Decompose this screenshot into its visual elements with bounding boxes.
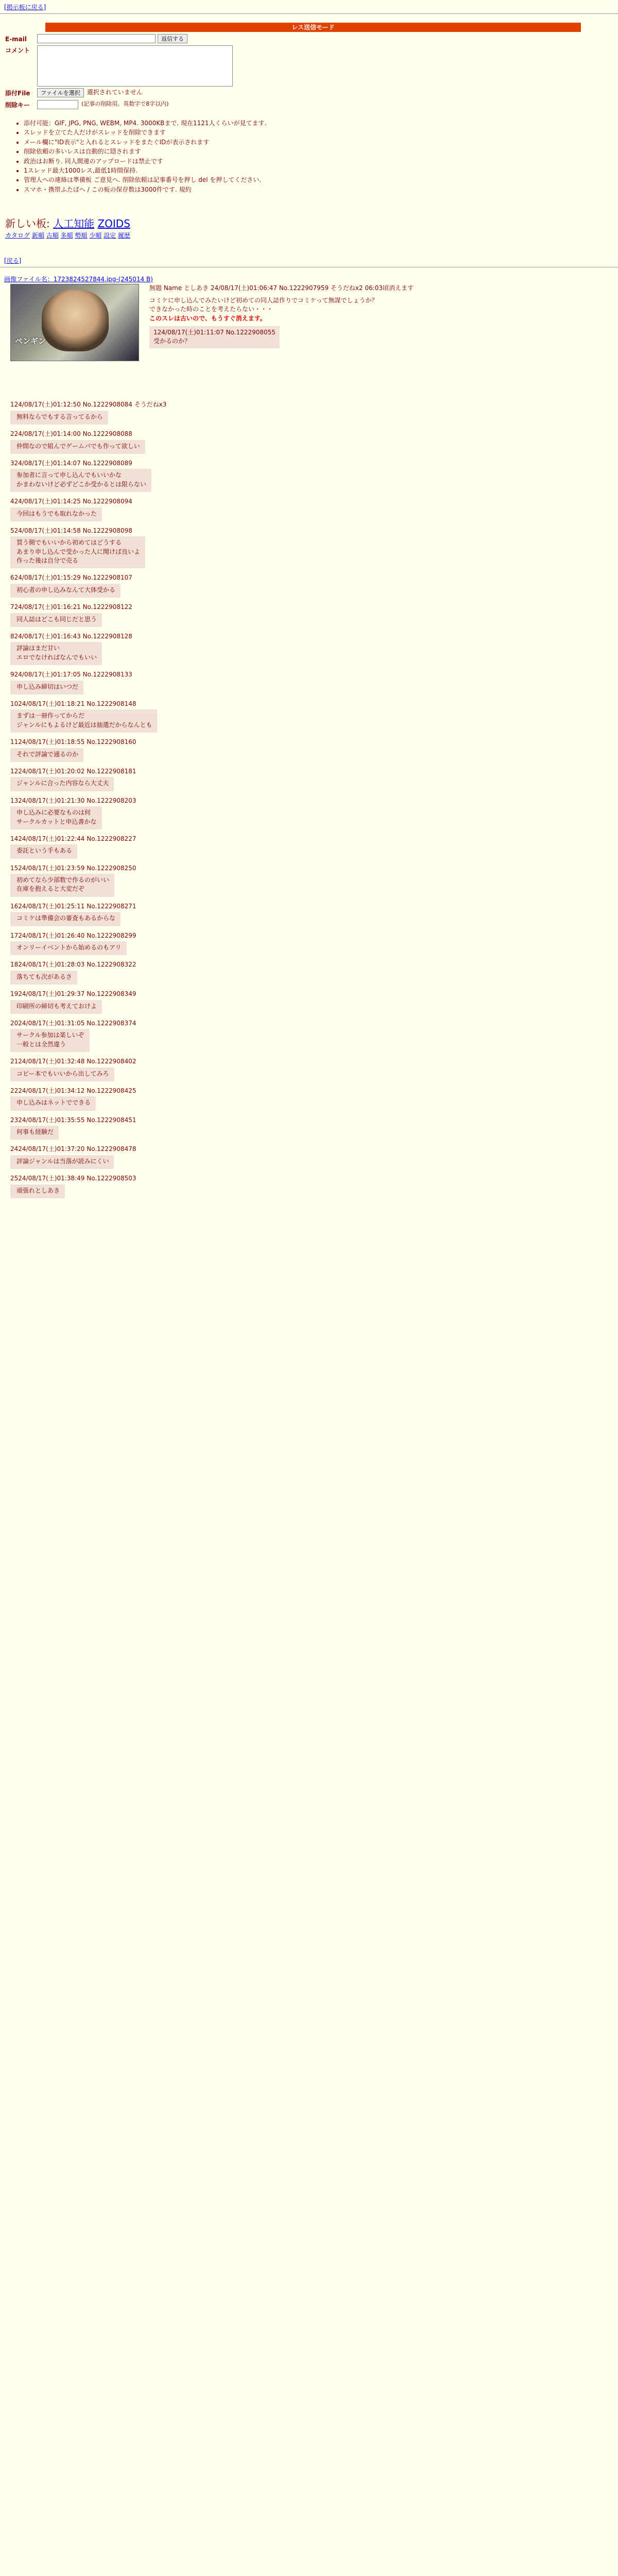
reply-line: 初めてなら少部数で作るのがいい [16,876,110,884]
reply-body [10,971,77,985]
reply-number: 7 [10,603,14,611]
reply-number: 11 [10,738,19,746]
sort-old-link[interactable]: 古順 [46,232,59,239]
rule-item: • 削除依頼の多いレスは自動的に隠されます [24,147,458,156]
reply-post [10,835,618,859]
op-line: できなかった時のことを考えたらない・・・ [149,306,273,313]
reply-body [10,584,121,598]
reply-post [10,603,618,627]
op-meta: 無題 Name としあき 24/08/17(土)01:06:47 No.1222907959 そうだねx2 06:03頃消えます [149,284,414,292]
reply-number: 10 [10,700,19,707]
reply-number: 14 [10,835,19,842]
reply-meta-text[interactable]: 24/08/17(土)01:16:21 No.1222908122 [14,603,132,611]
reply-meta [10,459,618,468]
reply-meta-text[interactable]: 24/08/17(土)01:34:12 No.1222908425 [18,1087,136,1094]
reply-meta-text[interactable]: 24/08/17(土)01:15:29 No.1222908107 [14,574,132,582]
reply-line: 初心者の申し込みなんて大体受かる [16,586,116,594]
reply-body [10,642,102,665]
thread [0,272,618,1204]
sort-few-link[interactable]: 少順 [89,232,102,239]
reply-body [10,1067,114,1081]
op-file-info [0,272,618,284]
sort-new-link[interactable]: 新順 [31,232,44,239]
reply-body [10,613,102,627]
back-to-board-link[interactable]: [掲示板に戻る] [4,4,46,11]
reply-post [10,1019,618,1052]
reply-number: 18 [10,961,19,969]
reply-post [10,573,618,598]
reply-meta-text[interactable]: 24/08/17(土)01:14:25 No.1222908094 [14,498,132,505]
reply-line: それで評論で通るのか [16,750,79,758]
reply-meta [10,738,618,747]
reply-number: 20 [10,1019,19,1027]
reply-meta-text[interactable]: 24/08/17(土)01:20:02 No.1222908181 [18,767,136,775]
reply-line: あまり申し込んで受かった人に聞けば良いよ [16,548,141,555]
file-select-button[interactable]: ファイルを選択 [37,88,84,97]
reply-line: ジャンルにもよるけど最近は抽選だからなんとも [16,721,152,728]
reply-post [10,400,618,425]
reply-meta-text[interactable]: 24/08/17(土)01:12:50 No.1222908084 そうだねx3 [14,401,167,409]
reply-body [10,1155,114,1169]
op-first-reply-body: 受かるのか？ [153,337,191,345]
reply-meta [10,632,618,641]
reply-post [10,497,618,521]
reply-meta-text[interactable]: 24/08/17(土)01:18:55 No.1222908160 [18,738,136,746]
reply-line: 何事も経験だ [16,1128,54,1136]
reply-meta [10,527,618,535]
reply-meta-text[interactable]: 24/08/17(土)01:38:49 No.1222908503 [18,1175,136,1182]
reply-line: 買う側でもいいから初めてはどうする [16,539,122,547]
reply-post [10,864,618,897]
rules-list [15,118,458,195]
op-first-reply [149,326,280,348]
reply-meta [10,990,618,998]
op-post [149,284,613,348]
reply-line: 無料ならでもする言ってるから [16,413,103,420]
reply-meta-text[interactable]: 24/08/17(土)01:16:43 No.1222908128 [14,633,132,640]
reply-meta [10,603,618,612]
reply-number: 6 [10,574,14,582]
reply-meta-text[interactable]: 24/08/17(土)01:35:55 No.1222908451 [18,1116,136,1124]
expiry-warning: このスレは古いので、もうすぐ消えます。 [149,314,266,322]
comment-textarea[interactable] [37,45,233,87]
reply-post [10,700,618,733]
history-link[interactable]: 履歴 [117,232,130,239]
reply-meta-text[interactable]: 24/08/17(土)01:17:05 No.1222908133 [14,671,132,679]
reply-body [10,912,121,926]
reply-post [10,960,618,985]
reply-number: 13 [10,796,19,804]
reply-meta-text[interactable]: 24/08/17(土)01:29:37 No.1222908349 [18,990,136,998]
sort-many-link[interactable]: 多順 [60,232,73,239]
reply-post [10,632,618,665]
reply-meta-text[interactable]: 24/08/17(土)01:28:03 No.1222908322 [18,961,136,969]
reply-body [10,469,151,492]
reply-meta [10,497,618,506]
reply-meta-text[interactable]: 24/08/17(土)01:21:30 No.1222908203 [18,796,136,804]
reply-line: かまわないけど必ずどこか受かるとは限らない [16,480,147,488]
reply-post [10,1087,618,1111]
reply-number: 22 [10,1087,19,1094]
rule-item: • スマホ・携帯ふたばへ / この板の保存数は3000件です. 規約 [24,185,458,194]
op-image-subject [42,290,109,351]
reply-meta-text[interactable]: 24/08/17(土)01:25:11 No.1222908271 [18,902,136,910]
reply-meta [10,1087,618,1095]
reply-post [10,1145,618,1169]
op-line: コミケに申し込んでみたいけど初めての同人誌作りでコミケって無謀でしょうか？ [149,296,378,304]
reply-body [10,1000,102,1014]
reply-post [10,738,618,762]
op-first-reply-meta: 124/08/17(土)01:11:07 No.1222908055 [153,328,276,336]
back-link[interactable]: [戻る] [4,257,22,264]
reply-body [10,440,145,454]
reply-body [10,1126,59,1140]
reply-post [10,990,618,1014]
reply-meta [10,1019,618,1028]
reply-number: 4 [10,498,14,505]
email-label: E-mail [5,36,27,43]
reply-body [10,806,102,829]
reply-meta-text[interactable]: 24/08/17(土)01:22:44 No.1222908227 [18,835,136,842]
reply-meta [10,400,618,409]
reply-line: ジャンルに合った内容なら大丈夫 [16,779,109,787]
sort-momentum-link[interactable]: 勢順 [75,232,88,239]
rule-item: • メール欄に"ID表示"と入れるとスレッドをまたぐIDが表示されます [24,138,458,147]
reply-line: 一般とは全然違う [16,1040,66,1048]
reply-post [10,767,618,791]
reply-number: 12 [10,767,19,775]
reply-line: 委託という手もある [16,847,73,855]
reply-meta-text[interactable]: 24/08/17(土)01:26:40 No.1222908299 [18,931,136,939]
reply-number: 23 [10,1116,19,1124]
reply-line: 作った後は自分で売る [16,557,79,565]
reply-number: 8 [10,633,14,640]
reply-line: 申し込みに必要なものは何 [16,809,91,817]
reply-number: 3 [10,459,14,467]
reply-line: 申し込みはネットでできる [16,1099,91,1107]
board-links [5,216,130,240]
reply-meta [10,796,618,805]
reply-meta [10,767,618,776]
reply-line: コピー本でもいいから出してみろ [16,1070,109,1077]
reply-line: サークル参加は楽しいぞ [16,1031,84,1039]
reply-meta [10,902,618,911]
catalog-link[interactable]: カタログ [5,232,30,239]
reply-line: まずは一冊作ってからだ [16,712,85,720]
comment-label: コメント [5,47,30,55]
reply-number: 1 [10,401,14,409]
reply-line: エロでなければなんでもいい [16,653,97,661]
reply-meta [10,835,618,843]
reply-meta-text[interactable]: 24/08/17(土)01:31:05 No.1222908374 [18,1019,136,1027]
rule-item: • 管理人への連絡は準備板 ご意見へ. 削除依頼は記事番号を押し del を押してください. [24,176,458,184]
reply-meta [10,1116,618,1125]
board-link-ai[interactable]: 人工知能 [53,217,95,230]
reply-post [10,670,618,694]
reply-post [10,1116,618,1140]
reply-post [10,1057,618,1081]
reply-body [10,777,114,791]
op-image[interactable] [10,284,139,361]
rule-item: • 1スレッド最大1000レス,最低1時間保持. [24,166,458,175]
reply-meta [10,960,618,969]
reply-line: 頑張れとしあき [16,1187,60,1194]
reply-line: 今回はもうでも取れなかった [16,510,97,517]
reply-body [10,709,157,733]
reply-line: 在庫を抱えると大変だぞ [16,885,85,893]
reply-number: 15 [10,864,19,872]
reply-post [10,902,618,926]
reply-line: 評論ジャンルは当落が読みにくい [16,1157,109,1165]
reply-meta [10,670,618,679]
reply-body [10,748,83,762]
reply-body [10,941,127,955]
reply-meta [10,700,618,708]
rule-item: • スレッドを立てた人だけがスレッドを削除できます [24,128,458,137]
email-field[interactable] [37,34,156,43]
reply-line: 申し込み締切はいつだ [16,683,79,690]
rule-item: • 政治はお断り. 同人関連のアップロードは禁止です [24,157,458,166]
reply-number: 9 [10,671,14,679]
rule-item: • 添付可能：GIF, JPG, PNG, WEBM, MP4. 3000KBまで. 現在1121人くらいが見てます. [24,119,458,128]
board-link-zoids[interactable]: ZOIDS [97,217,130,230]
reply-number: 25 [10,1175,19,1182]
op-image-caption: ペンギン [15,336,46,346]
reply-line: 仲間なので組んでゲームパでも作って欲しい [16,442,140,450]
reply-body [10,681,83,694]
reply-number: 5 [10,527,14,534]
reply-post [10,527,618,569]
reply-meta [10,430,618,438]
reply-number: 16 [10,902,19,910]
reply-line: 印刷所の締切も考えておけよ [16,1002,97,1010]
reply-line: 落ちても次があるさ [16,973,72,980]
reply-number: 17 [10,931,19,939]
reply-post [10,796,618,829]
reply-line: コミケは準備会の審査もあるからな [16,914,116,922]
reply-meta-text[interactable]: 24/08/17(土)01:18:21 No.1222908148 [18,700,136,707]
reply-body [10,536,145,568]
reply-meta [10,931,618,940]
reply-number: 19 [10,990,19,998]
delete-key-label: 削除キー [5,101,30,109]
reply-number: 24 [10,1145,19,1153]
file-status: 選択されていません [87,89,143,96]
reply-meta [10,1174,618,1183]
op-file-link[interactable]: 画像ファイル名：1723824527844.jpg-(245014 B) [4,276,153,283]
reply-body [10,1029,90,1052]
settings-link[interactable]: 設定 [104,232,116,239]
reply-meta-text[interactable]: 24/08/17(土)01:23:59 No.1222908250 [18,864,136,872]
reply-body [10,844,77,858]
reply-post [10,459,618,492]
reply-body [10,1184,65,1198]
reply-meta [10,1145,618,1154]
file-label: 添付File [5,90,30,97]
reply-post [10,1174,618,1198]
reply-line: 参加者に言って申し込んでもいいかな [16,471,122,479]
reply-line: 同人誌はどこも同じだと思う [16,615,97,623]
reply-meta-text[interactable]: 24/08/17(土)01:14:00 No.1222908088 [14,430,132,438]
reply-meta-text[interactable]: 24/08/17(土)01:32:48 No.1222908402 [18,1058,136,1065]
reply-line: 評論はまだ甘い [16,645,60,652]
reply-line: サークルカットと申込書かな [16,818,97,825]
delete-key-note: (記事の削除用。英数字で8字以内) [81,100,169,107]
delete-key-field[interactable] [37,100,78,109]
divider [0,13,618,14]
reply-number: 21 [10,1058,19,1065]
submit-button[interactable]: 返信する [158,34,187,43]
new-boards-label: 新しい板: [5,217,50,230]
reply-body [10,507,102,521]
reply-meta-text[interactable]: 24/08/17(土)01:14:58 No.1222908098 [14,527,132,534]
reply-meta [10,864,618,873]
reply-post [10,430,618,454]
reply-body [10,411,108,425]
reply-number: 2 [10,430,14,438]
reply-line: オンリーイベントから始めるのもアリ [16,944,122,952]
reply-meta [10,573,618,582]
reply-mode-banner: レス送信モード [45,23,581,32]
reply-meta-text[interactable]: 24/08/17(土)01:37:20 No.1222908478 [18,1145,136,1153]
reply-form [5,34,355,111]
reply-post [10,931,618,956]
reply-meta-text[interactable]: 24/08/17(土)01:14:07 No.1222908089 [14,459,132,467]
reply-meta [10,1057,618,1066]
reply-body [10,1096,96,1110]
reply-list [0,400,618,1198]
reply-body [10,874,114,897]
